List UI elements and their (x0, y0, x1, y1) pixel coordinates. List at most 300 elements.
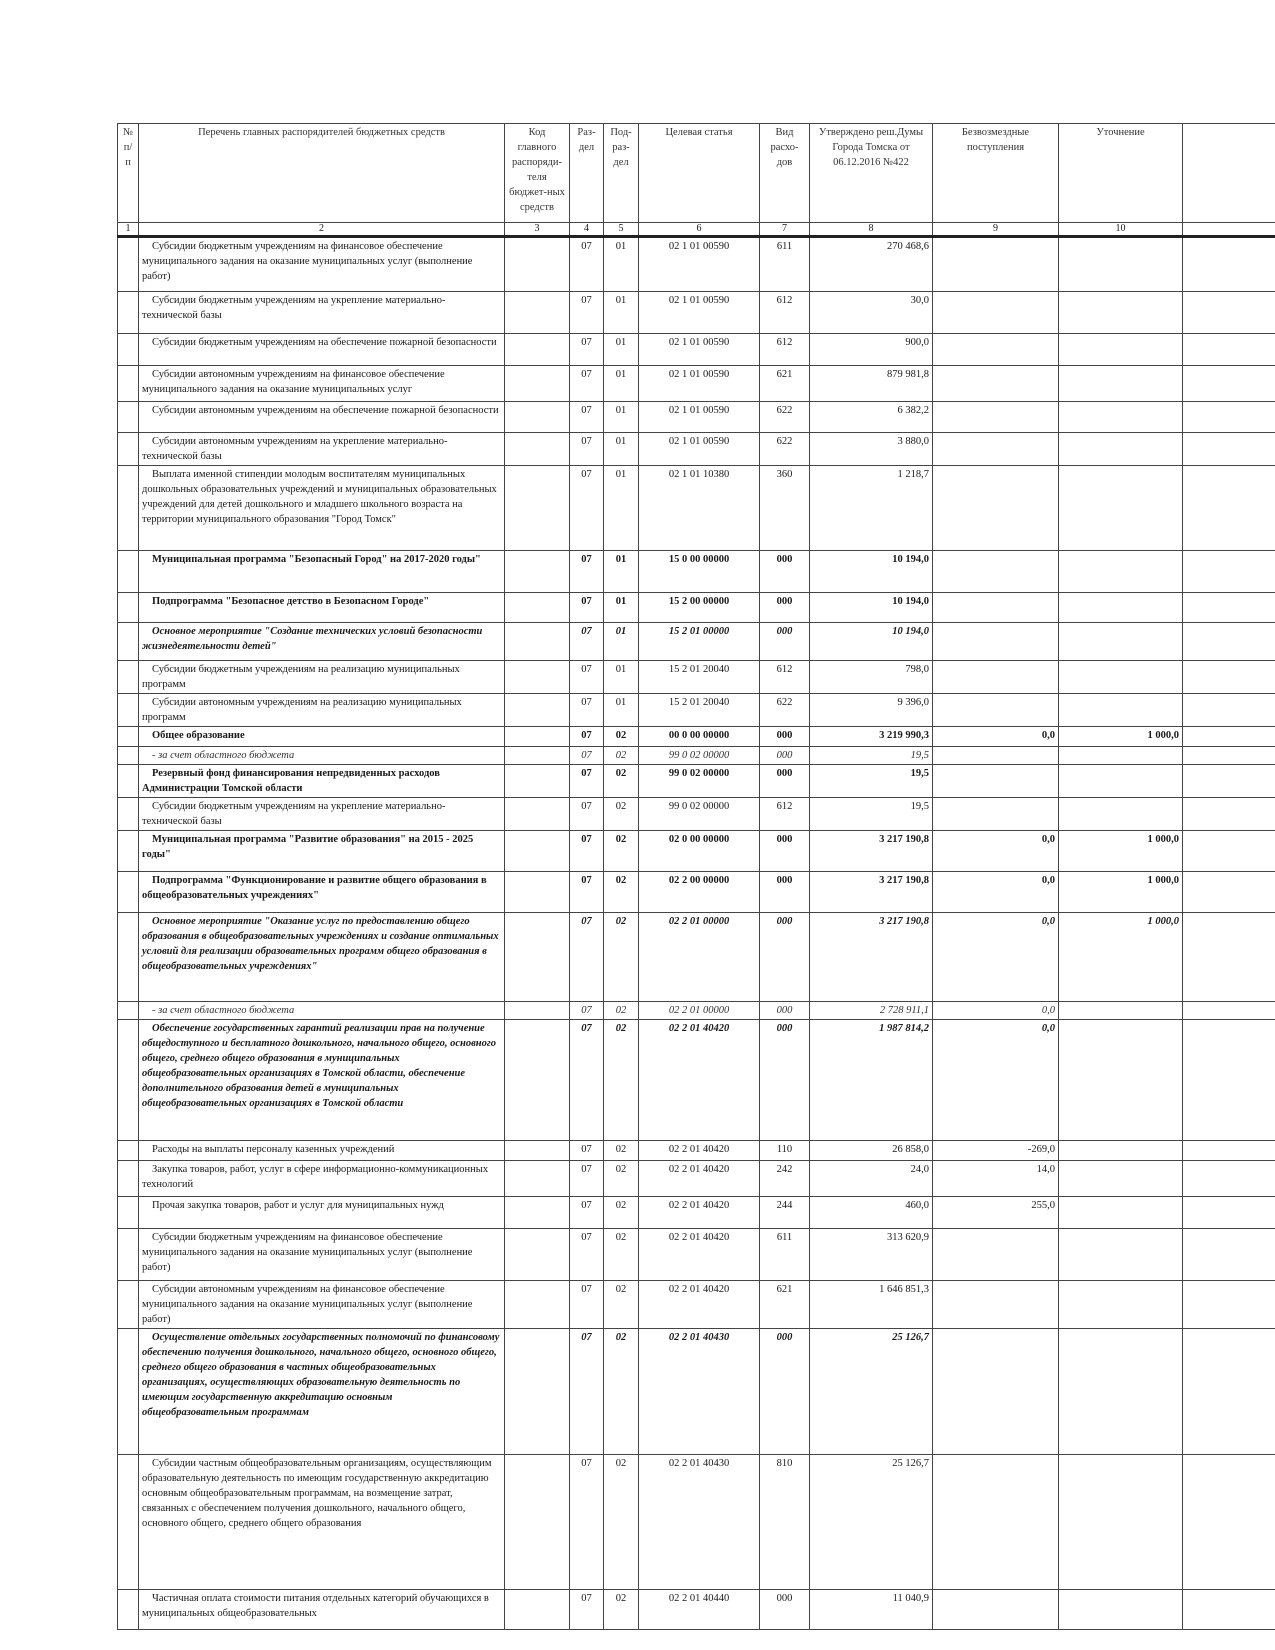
row-extra-cell (1183, 872, 1275, 913)
row-number-cell (118, 334, 139, 366)
table-row (118, 661, 1275, 694)
row-approved-cell: 1 646 851,3 (810, 1281, 933, 1329)
table-row (118, 1590, 1275, 1630)
row-extra-cell (1183, 334, 1275, 366)
row-gratuitous-cell: 0,0 (933, 872, 1059, 913)
row-number-cell (118, 747, 139, 765)
row-subsection-cell: 01 (604, 292, 639, 334)
row-clarification-cell (1059, 402, 1183, 433)
row-code-cell (505, 872, 570, 913)
row-clarification-cell (1059, 798, 1183, 831)
row-subsection-cell: 01 (604, 237, 639, 292)
row-gratuitous-cell (933, 765, 1059, 798)
row-subsection-cell: 01 (604, 593, 639, 623)
row-target-cell: 02 2 01 40420 (639, 1161, 760, 1197)
row-number-cell (118, 623, 139, 661)
row-section-cell: 07 (570, 872, 604, 913)
row-extra-cell (1183, 1002, 1275, 1020)
row-section-cell: 07 (570, 292, 604, 334)
row-number-cell (118, 1281, 139, 1329)
row-exptype-cell: 622 (760, 694, 810, 727)
row-clarification-cell (1059, 593, 1183, 623)
row-clarification-cell (1059, 1281, 1183, 1329)
row-section-cell: 07 (570, 1329, 604, 1455)
row-target-cell: 02 2 01 40420 (639, 1229, 760, 1281)
row-target-cell: 02 0 00 00000 (639, 831, 760, 872)
row-extra-cell (1183, 661, 1275, 694)
row-extra-cell (1183, 237, 1275, 292)
row-exptype-cell: 612 (760, 798, 810, 831)
row-exptype-cell: 000 (760, 765, 810, 798)
row-approved-cell: 25 126,7 (810, 1455, 933, 1590)
row-number-cell (118, 1197, 139, 1229)
table-row (118, 1002, 1275, 1020)
row-code-cell (505, 593, 570, 623)
budget-table (117, 123, 1275, 1630)
row-extra-cell (1183, 1590, 1275, 1630)
row-target-cell: 00 0 00 00000 (639, 727, 760, 747)
row-section-cell: 07 (570, 466, 604, 551)
row-number-cell (118, 551, 139, 593)
row-target-cell: 15 2 01 00000 (639, 623, 760, 661)
row-subsection-cell: 02 (604, 1229, 639, 1281)
row-section-cell: 07 (570, 623, 604, 661)
row-clarification-cell: 1 000,0 (1059, 831, 1183, 872)
row-name-cell: Муниципальная программа "Развитие образования" на 2015 - 2025 годы" (139, 831, 505, 872)
row-approved-cell: 25 126,7 (810, 1329, 933, 1455)
row-name-cell: Субсидии автономным учреждениям на укрепление материально-технической базы (139, 433, 505, 466)
row-target-cell: 15 2 01 20040 (639, 694, 760, 727)
row-number-cell (118, 433, 139, 466)
col-clarification-header: Уточнение (1059, 124, 1183, 223)
row-target-cell: 02 2 01 00000 (639, 913, 760, 1002)
row-extra-cell (1183, 1197, 1275, 1229)
row-exptype-cell: 000 (760, 872, 810, 913)
row-number-cell (118, 1002, 139, 1020)
row-code-cell (505, 402, 570, 433)
row-approved-cell: 10 194,0 (810, 623, 933, 661)
row-exptype-cell: 622 (760, 433, 810, 466)
col-number: 10 (1059, 223, 1183, 237)
row-section-cell: 07 (570, 913, 604, 1002)
row-clarification-cell (1059, 661, 1183, 694)
row-subsection-cell: 02 (604, 1455, 639, 1590)
row-clarification-cell (1059, 551, 1183, 593)
row-extra-cell (1183, 551, 1275, 593)
row-gratuitous-cell (933, 1590, 1059, 1630)
row-gratuitous-cell: 0,0 (933, 913, 1059, 1002)
table-row (118, 913, 1275, 1002)
row-target-cell: 02 1 01 00590 (639, 433, 760, 466)
row-name-cell: Осуществление отдельных государственных полномочий по финансовому обеспечению получения дошкольного, начального общего, основного общего, среднего общего образования в частных общеобразовательных организациях, осуществляющих образовательную деятельность по имеющим государственную аккредитацию основным общеобразовательным программам (139, 1329, 505, 1455)
row-target-cell: 02 1 01 00590 (639, 292, 760, 334)
row-subsection-cell: 02 (604, 913, 639, 1002)
row-gratuitous-cell (933, 623, 1059, 661)
row-exptype-cell: 000 (760, 747, 810, 765)
row-name-cell: Основное мероприятие "Оказание услуг по предоставлению общего образования в общеобразовательных учреждениях и создание оптимальных условий для реализации образовательных программ общего образования в общеобразовательных учреждениях" (139, 913, 505, 1002)
row-number-cell (118, 872, 139, 913)
row-name-cell: Общее образование (139, 727, 505, 747)
row-clarification-cell (1059, 1590, 1183, 1630)
table-row (118, 1141, 1275, 1161)
table-row (118, 831, 1275, 872)
table-row (118, 765, 1275, 798)
row-section-cell: 07 (570, 727, 604, 747)
row-approved-cell: 3 217 190,8 (810, 913, 933, 1002)
row-target-cell: 15 0 00 00000 (639, 551, 760, 593)
row-target-cell: 02 2 01 40430 (639, 1455, 760, 1590)
row-gratuitous-cell: 255,0 (933, 1197, 1059, 1229)
row-target-cell: 02 1 01 00590 (639, 402, 760, 433)
row-clarification-cell (1059, 1329, 1183, 1455)
row-extra-cell (1183, 1455, 1275, 1590)
row-subsection-cell: 02 (604, 1020, 639, 1141)
row-code-cell (505, 1281, 570, 1329)
table-row (118, 551, 1275, 593)
row-number-cell (118, 694, 139, 727)
row-section-cell: 07 (570, 1197, 604, 1229)
row-extra-cell (1183, 747, 1275, 765)
row-gratuitous-cell: 14,0 (933, 1161, 1059, 1197)
table-row (118, 1329, 1275, 1455)
row-name-cell: Субсидии бюджетным учреждениям на укрепление материально-технической базы (139, 798, 505, 831)
row-exptype-cell: 000 (760, 1590, 810, 1630)
col-number: 2 (139, 223, 505, 237)
row-section-cell: 07 (570, 433, 604, 466)
row-exptype-cell: 000 (760, 831, 810, 872)
row-subsection-cell: 02 (604, 727, 639, 747)
row-name-cell: Субсидии автономным учреждениям на реализацию муниципальных программ (139, 694, 505, 727)
row-target-cell: 02 1 01 10380 (639, 466, 760, 551)
row-gratuitous-cell: -269,0 (933, 1141, 1059, 1161)
row-clarification-cell (1059, 366, 1183, 402)
row-extra-cell (1183, 1141, 1275, 1161)
row-code-cell (505, 913, 570, 1002)
row-code-cell (505, 292, 570, 334)
row-gratuitous-cell (933, 593, 1059, 623)
row-approved-cell: 26 858,0 (810, 1141, 933, 1161)
table-row (118, 292, 1275, 334)
row-approved-cell: 313 620,9 (810, 1229, 933, 1281)
row-gratuitous-cell (933, 694, 1059, 727)
row-gratuitous-cell (933, 366, 1059, 402)
table-row (118, 1455, 1275, 1590)
row-code-cell (505, 765, 570, 798)
row-clarification-cell (1059, 765, 1183, 798)
col-gratuitous-header: Безвозмездные поступления (933, 124, 1059, 223)
table-row (118, 1020, 1275, 1141)
row-code-cell (505, 1197, 570, 1229)
row-extra-cell (1183, 593, 1275, 623)
row-target-cell: 02 2 01 00000 (639, 1002, 760, 1020)
table-row (118, 1197, 1275, 1229)
row-code-cell (505, 661, 570, 694)
row-clarification-cell (1059, 1197, 1183, 1229)
row-subsection-cell: 01 (604, 694, 639, 727)
row-gratuitous-cell (933, 334, 1059, 366)
col-name-header: Перечень главных распорядителей бюджетных средств (139, 124, 505, 223)
row-code-cell (505, 551, 570, 593)
row-subsection-cell: 02 (604, 1141, 639, 1161)
table-row (118, 727, 1275, 747)
row-extra-cell (1183, 623, 1275, 661)
row-code-cell (505, 1229, 570, 1281)
row-extra-cell (1183, 366, 1275, 402)
row-code-cell (505, 747, 570, 765)
row-code-cell (505, 727, 570, 747)
row-number-cell (118, 466, 139, 551)
row-section-cell: 07 (570, 1455, 604, 1590)
row-name-cell: - за счет областного бюджета (139, 747, 505, 765)
row-extra-cell (1183, 913, 1275, 1002)
row-subsection-cell: 01 (604, 334, 639, 366)
row-gratuitous-cell (933, 292, 1059, 334)
row-exptype-cell: 244 (760, 1197, 810, 1229)
row-subsection-cell: 02 (604, 872, 639, 913)
table-row (118, 872, 1275, 913)
row-approved-cell: 1 218,7 (810, 466, 933, 551)
row-exptype-cell: 110 (760, 1141, 810, 1161)
row-target-cell: 02 1 01 00590 (639, 334, 760, 366)
row-approved-cell: 460,0 (810, 1197, 933, 1229)
row-number-cell (118, 1020, 139, 1141)
row-exptype-cell: 000 (760, 623, 810, 661)
row-gratuitous-cell (933, 1329, 1059, 1455)
header-row (118, 124, 1275, 223)
row-subsection-cell: 02 (604, 798, 639, 831)
row-extra-cell (1183, 1229, 1275, 1281)
table-body (118, 237, 1275, 1630)
row-code-cell (505, 831, 570, 872)
row-clarification-cell (1059, 1141, 1183, 1161)
col-code-header: Код главного распоряди-теля бюджет-ных средств (505, 124, 570, 223)
row-name-cell: Субсидии бюджетным учреждениям на реализацию муниципальных программ (139, 661, 505, 694)
row-extra-cell (1183, 1329, 1275, 1455)
row-name-cell: Подпрограмма "Функционирование и развитие общего образования в общеобразовательных учреждениях" (139, 872, 505, 913)
row-approved-cell: 900,0 (810, 334, 933, 366)
row-code-cell (505, 1141, 570, 1161)
row-code-cell (505, 466, 570, 551)
row-approved-cell: 2 728 911,1 (810, 1002, 933, 1020)
row-approved-cell: 11 040,9 (810, 1590, 933, 1630)
row-section-cell: 07 (570, 402, 604, 433)
table-row (118, 433, 1275, 466)
row-name-cell: Основное мероприятие "Создание технических условий безопасности жизнедеятельности детей" (139, 623, 505, 661)
row-number-cell (118, 402, 139, 433)
row-clarification-cell: 1 000,0 (1059, 872, 1183, 913)
row-extra-cell (1183, 1020, 1275, 1141)
row-section-cell: 07 (570, 366, 604, 402)
row-section-cell: 07 (570, 661, 604, 694)
row-section-cell: 07 (570, 765, 604, 798)
table-row (118, 334, 1275, 366)
row-code-cell (505, 1455, 570, 1590)
row-extra-cell (1183, 694, 1275, 727)
row-extra-cell (1183, 433, 1275, 466)
row-clarification-cell (1059, 1455, 1183, 1590)
row-gratuitous-cell (933, 798, 1059, 831)
row-clarification-cell (1059, 334, 1183, 366)
row-number-cell (118, 661, 139, 694)
row-exptype-cell: 810 (760, 1455, 810, 1590)
col-extra-header (1183, 124, 1275, 223)
row-clarification-cell (1059, 292, 1183, 334)
row-approved-cell: 3 219 990,3 (810, 727, 933, 747)
row-approved-cell: 1 987 814,2 (810, 1020, 933, 1141)
row-gratuitous-cell: 0,0 (933, 727, 1059, 747)
row-subsection-cell: 02 (604, 1197, 639, 1229)
row-subsection-cell: 01 (604, 661, 639, 694)
col-number: 1 (118, 223, 139, 237)
row-exptype-cell: 000 (760, 1020, 810, 1141)
row-name-cell: Муниципальная программа "Безопасный Город" на 2017-2020 годы" (139, 551, 505, 593)
row-name-cell: Закупка товаров, работ, услуг в сфере информационно-коммуникационных технологий (139, 1161, 505, 1197)
row-number-cell (118, 913, 139, 1002)
row-gratuitous-cell (933, 1455, 1059, 1590)
row-approved-cell: 19,5 (810, 747, 933, 765)
col-approved-header: Утверждено реш.Думы Города Томска от 06.12.2016 №422 (810, 124, 933, 223)
row-clarification-cell (1059, 1020, 1183, 1141)
row-exptype-cell: 622 (760, 402, 810, 433)
row-number-cell (118, 1590, 139, 1630)
row-target-cell: 99 0 02 00000 (639, 765, 760, 798)
row-code-cell (505, 1002, 570, 1020)
row-exptype-cell: 360 (760, 466, 810, 551)
row-target-cell: 02 2 01 40420 (639, 1020, 760, 1141)
row-number-cell (118, 366, 139, 402)
row-name-cell: - за счет областного бюджета (139, 1002, 505, 1020)
row-extra-cell (1183, 1281, 1275, 1329)
row-clarification-cell (1059, 1229, 1183, 1281)
row-clarification-cell (1059, 623, 1183, 661)
col-number: 8 (810, 223, 933, 237)
row-gratuitous-cell: 0,0 (933, 1002, 1059, 1020)
row-clarification-cell (1059, 694, 1183, 727)
row-gratuitous-cell: 0,0 (933, 831, 1059, 872)
row-section-cell: 07 (570, 694, 604, 727)
row-extra-cell (1183, 466, 1275, 551)
row-gratuitous-cell (933, 237, 1059, 292)
table-row (118, 1229, 1275, 1281)
row-target-cell: 02 2 01 40440 (639, 1590, 760, 1630)
row-name-cell: Субсидии автономным учреждениям на финансовое обеспечение муниципального задания на оказание муниципальных услуг (выполнение работ) (139, 1281, 505, 1329)
row-subsection-cell: 02 (604, 1161, 639, 1197)
row-code-cell (505, 1329, 570, 1455)
row-exptype-cell: 621 (760, 366, 810, 402)
col-number (1183, 223, 1275, 237)
col-subsection-header: Под-раз-дел (604, 124, 639, 223)
row-approved-cell: 10 194,0 (810, 551, 933, 593)
row-clarification-cell (1059, 466, 1183, 551)
row-approved-cell: 19,5 (810, 765, 933, 798)
row-target-cell: 02 2 00 00000 (639, 872, 760, 913)
row-clarification-cell (1059, 433, 1183, 466)
row-section-cell: 07 (570, 1020, 604, 1141)
row-clarification-cell (1059, 747, 1183, 765)
row-gratuitous-cell (933, 1281, 1059, 1329)
col-num-header: № п/п (118, 124, 139, 223)
row-approved-cell: 24,0 (810, 1161, 933, 1197)
row-number-cell (118, 1229, 139, 1281)
row-number-cell (118, 1455, 139, 1590)
row-code-cell (505, 366, 570, 402)
row-number-cell (118, 1329, 139, 1455)
row-extra-cell (1183, 798, 1275, 831)
col-number: 9 (933, 223, 1059, 237)
row-gratuitous-cell (933, 433, 1059, 466)
row-extra-cell (1183, 831, 1275, 872)
col-section-header: Раз-дел (570, 124, 604, 223)
row-name-cell: Выплата именной стипендии молодым воспитателям муниципальных дошкольных образовательных учреждений и муниципальных образовательных учреждений для детей дошкольного и младшего школьного возраста на территории муниципального образования "Город Томск" (139, 466, 505, 551)
row-number-cell (118, 831, 139, 872)
row-number-cell (118, 1161, 139, 1197)
row-name-cell: Подпрограмма "Безопасное детство в Безопасном Городе" (139, 593, 505, 623)
row-name-cell: Частичная оплата стоимости питания отдельных категорий обучающихся в муниципальных общеобразовательных (139, 1590, 505, 1630)
row-extra-cell (1183, 292, 1275, 334)
row-name-cell: Субсидии бюджетным учреждениям на обеспечение пожарной безопасности (139, 334, 505, 366)
row-approved-cell: 6 382,2 (810, 402, 933, 433)
row-number-cell (118, 1141, 139, 1161)
row-subsection-cell: 02 (604, 831, 639, 872)
row-exptype-cell: 000 (760, 593, 810, 623)
row-exptype-cell: 000 (760, 913, 810, 1002)
row-approved-cell: 3 217 190,8 (810, 872, 933, 913)
row-clarification-cell: 1 000,0 (1059, 913, 1183, 1002)
row-exptype-cell: 000 (760, 1329, 810, 1455)
table-row (118, 237, 1275, 292)
col-target-header: Целевая статья (639, 124, 760, 223)
col-number: 6 (639, 223, 760, 237)
row-exptype-cell: 000 (760, 1002, 810, 1020)
row-code-cell (505, 694, 570, 727)
row-approved-cell: 19,5 (810, 798, 933, 831)
row-approved-cell: 30,0 (810, 292, 933, 334)
row-clarification-cell (1059, 1161, 1183, 1197)
col-number: 5 (604, 223, 639, 237)
row-code-cell (505, 1161, 570, 1197)
row-clarification-cell (1059, 1002, 1183, 1020)
row-extra-cell (1183, 402, 1275, 433)
row-subsection-cell: 02 (604, 1329, 639, 1455)
row-target-cell: 15 2 01 20040 (639, 661, 760, 694)
row-section-cell: 07 (570, 1141, 604, 1161)
row-exptype-cell: 612 (760, 334, 810, 366)
row-exptype-cell: 242 (760, 1161, 810, 1197)
row-subsection-cell: 01 (604, 366, 639, 402)
row-name-cell: Субсидии бюджетным учреждениям на финансовое обеспечение муниципального задания на оказание муниципальных услуг (выполнение работ) (139, 237, 505, 292)
row-subsection-cell: 01 (604, 466, 639, 551)
row-target-cell: 02 2 01 40420 (639, 1197, 760, 1229)
row-number-cell (118, 593, 139, 623)
row-section-cell: 07 (570, 831, 604, 872)
col-exptype-header: Вид расхо-дов (760, 124, 810, 223)
row-approved-cell: 798,0 (810, 661, 933, 694)
table-row (118, 366, 1275, 402)
row-exptype-cell: 612 (760, 292, 810, 334)
row-subsection-cell: 02 (604, 1281, 639, 1329)
row-gratuitous-cell (933, 1229, 1059, 1281)
row-gratuitous-cell: 0,0 (933, 1020, 1059, 1141)
row-clarification-cell: 1 000,0 (1059, 727, 1183, 747)
row-code-cell (505, 798, 570, 831)
row-exptype-cell: 000 (760, 727, 810, 747)
row-section-cell: 07 (570, 334, 604, 366)
row-section-cell: 07 (570, 1229, 604, 1281)
row-code-cell (505, 1020, 570, 1141)
row-number-cell (118, 292, 139, 334)
row-section-cell: 07 (570, 747, 604, 765)
row-number-cell (118, 798, 139, 831)
